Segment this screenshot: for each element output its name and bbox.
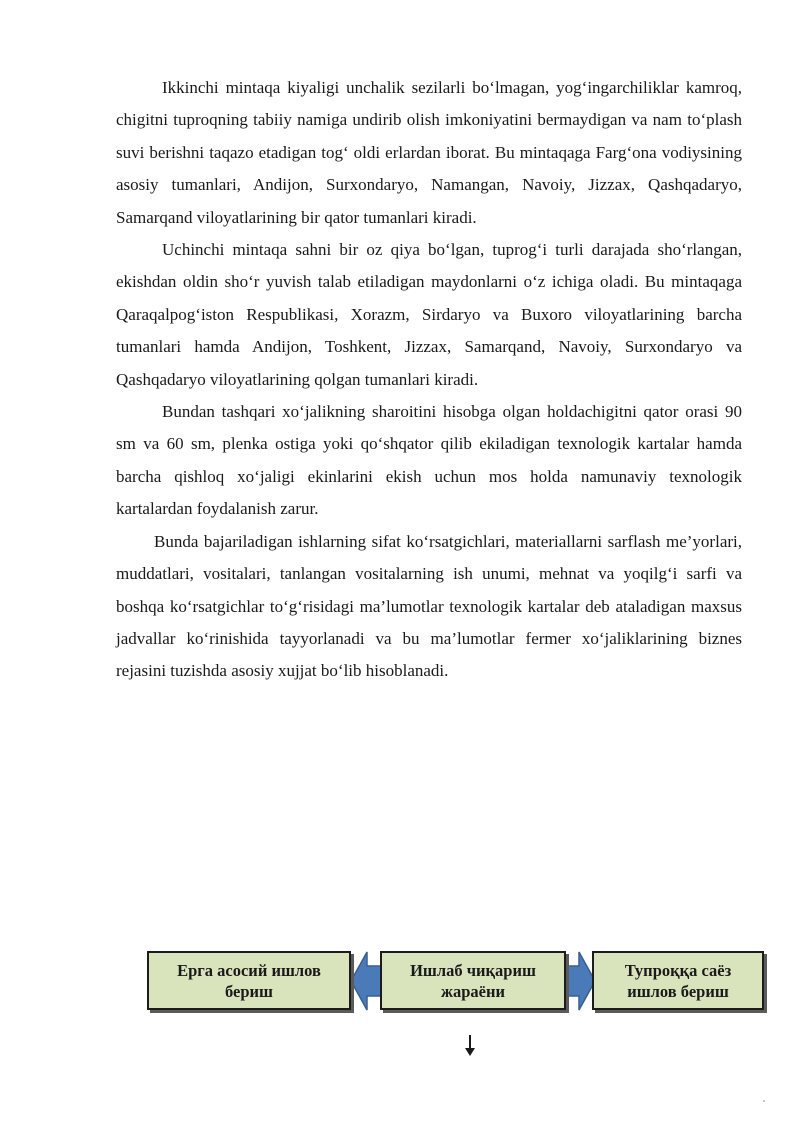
flow-box-label: Тупроққа саёз ишлов бериш — [624, 960, 732, 1001]
flow-box-production-process — [380, 951, 566, 1010]
paragraph-tech-cards: Bundan tashqari xo‘jalikning sharoitini hisobga olgan holdachigitni qator orasi 90 sm va 60 sm, plenka ostiga yoki qo‘shqator qilib ekiladigan texnologik kartalar hamda barcha qishloq xo‘jaligi ekinlarini ekish uchun mos holda namunaviy texnologik kartalardan foydalanish zarur. — [116, 402, 742, 519]
arrow-left-icon — [349, 946, 383, 1016]
arrow-down-icon — [462, 1034, 478, 1058]
page-mark — [763, 1100, 765, 1102]
paragraph-tech-card-definition: Bunda bajariladigan ishlarning sifat ko‘rsatgichlari, materiallarni sarflash me’yorlari, muddatlari, vositalari, tanlangan vositalarning ish unumi, mehnat va yoqilg‘i sarfi va boshqa ko‘rsatgichlar to‘g‘risidagi ma’lumotlar texnologik kartalar deb ataladigan maxsus jadvallar ko‘rinishida tayyorlanadi va bu ma’lumotlar fermer xo‘jaliklarining biznes rejasini tuzishda asosiy xujjat bo‘lib hisoblanadi. — [116, 531, 742, 681]
paragraph-third-zone: Uchinchi mintaqa sahni bir oz qiya bo‘lgan, tuprog‘i turli darajada sho‘rlangan, ekishdan oldin sho‘r yuvish talab etiladigan maydonlarni o‘z ichiga oladi. Bu mintaqaga Qaraqalpog‘iston Respublikasi, Xorazm, Sirdaryo va Buxoro viloyatlarining barcha tumanlari hamda Andijon, Toshkent, Jizzax, Samarqand, Navoiy, Surxondaryo va Qashqadaryo viloyatlarining qolgan tumanlari kiradi. — [116, 240, 742, 389]
paragraph-second-zone: Ikkinchi mintaqa kiyaligi unchalik sezilarli bo‘lmagan, yog‘ingarchiliklar kamroq, chigitni tuproqning tabiiy namiga undirib olish imkoniyatini bermaydigan va nam to‘plash suvi berishni taqazo etadigan tog‘ oldi erlardan iborat. Bu mintaqaga Farg‘ona vodiysining asosiy tumanlari, Andijon, Surxondaryo, Namangan, Navoiy, Jizzax, Qashqadaryo, Samarqand viloyatlarining bir qator tumanlari kiradi. — [116, 78, 742, 227]
flow-box-shallow-tillage — [592, 951, 764, 1010]
flow-box-label: Ишлаб чиқариш жараёни — [410, 960, 536, 1001]
flow-box-label: Ерга асосий ишлов бериш — [177, 960, 321, 1001]
flow-box-primary-tillage — [147, 951, 351, 1010]
